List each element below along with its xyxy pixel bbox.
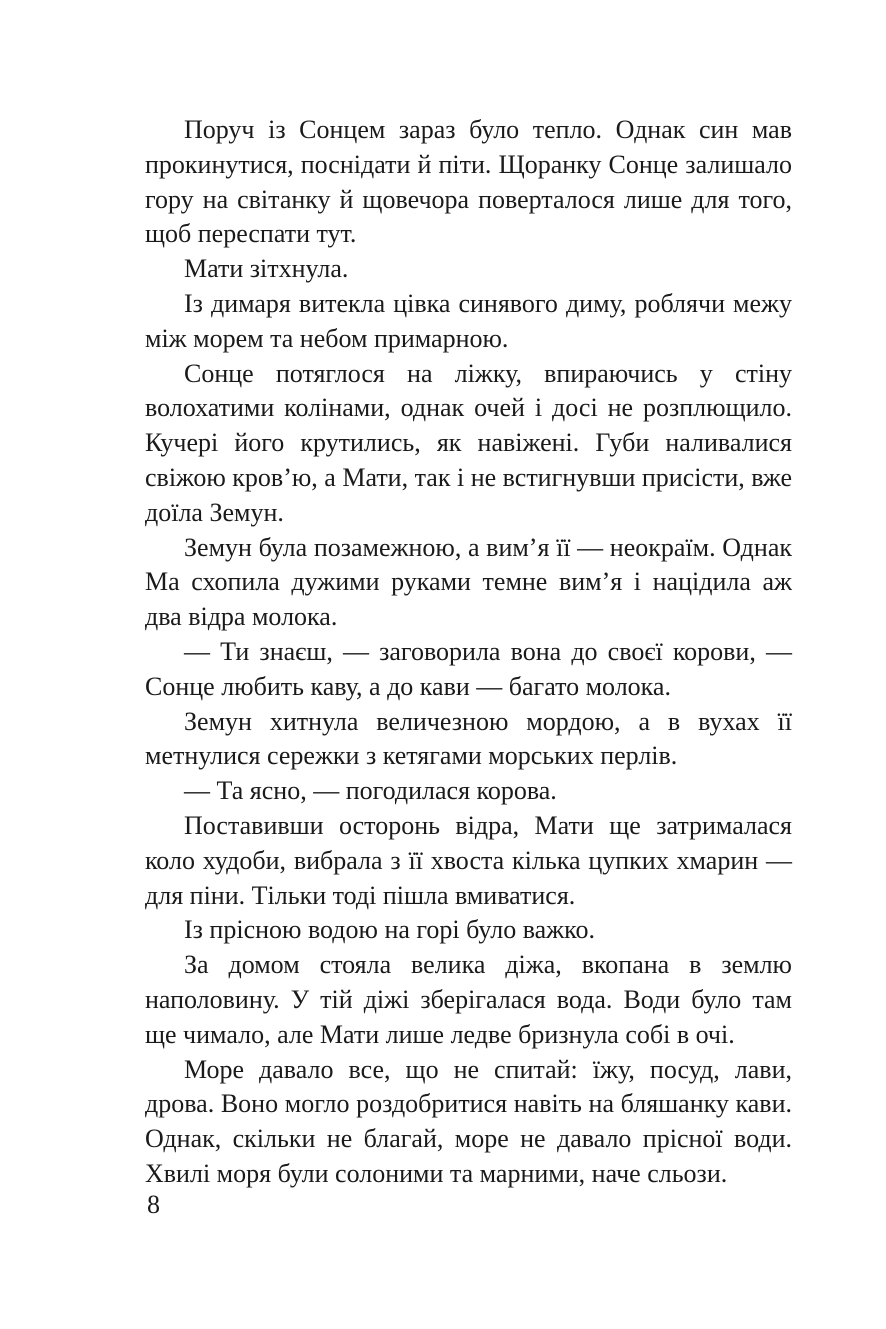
- paragraph: Поруч із Сонцем зараз було тепло. Однак син мав прокинутися, поснідати й піти. Щоранку Сонце залишало гору на світанку й щовечора поверталося лише для того, щоб переспати тут.: [145, 115, 792, 249]
- paragraph: Земун була позамежною, а вим’я її — неокраїм. Однак Ма схопила дужими руками темне вим’я і націдила аж два відра молока.: [145, 532, 792, 632]
- paragraph: Із димаря витекла цівка синявого диму, роблячи межу між морем та небом примарною.: [145, 288, 792, 353]
- paragraph: Із прісною водою на горі було важко.: [184, 915, 595, 945]
- paragraph: Сонце потяглося на ліжку, впираючись у стіну волохатими колінами, однак очей і досі не розплющило. Кучері його крутились, як навіжені. Губи наливалися свіжою кров’ю, а Мати, так і не встигнувши присісти, вже доїла Земун.: [145, 358, 792, 527]
- paragraph: — Та ясно, — погодилася корова.: [184, 776, 557, 806]
- paragraph: Поставивши осторонь відра, Мати ще затрималася коло худоби, вибрала з її хвоста кілька цупких хмарин — для піни. Тільки тоді пішла вмиватися.: [145, 810, 792, 910]
- page-number: 8: [147, 1190, 160, 1219]
- paragraph: За домом стояла велика діжа, вкопана в землю наполовину. У тій діжі зберігалася вода. Води було там ще чимало, але Мати лише ледве бризнула собі в очі.: [145, 950, 792, 1049]
- paragraph: — Ти знаєш, — заговорила вона до своєї корови, — Сонце любить каву, а до кави — багато молока.: [145, 636, 792, 701]
- paragraph: Земун хитнула величезною мордою, а в вухах її метнулися сережки з кетягами морських перлів.: [145, 706, 792, 771]
- body-text: [145, 113, 792, 1192]
- paragraph: Мати зітхнула.: [184, 254, 349, 284]
- paragraph: Море давало все, що не спитай: їжу, посуд, лави, дрова. Воно могло роздобритися навіть на бляшанку кави. Однак, скільки не благай, море не давало прісної води. Хвилі моря були солоними та марними, наче сльози.: [145, 1054, 792, 1188]
